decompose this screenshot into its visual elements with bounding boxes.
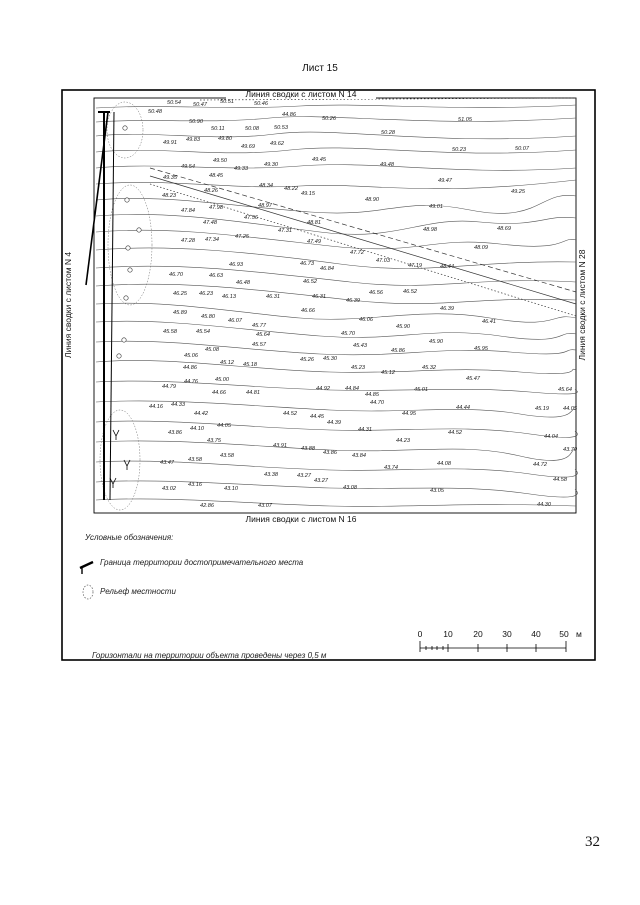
elevation-label: 44.86: [183, 365, 197, 371]
elevation-label: 47.72: [350, 250, 364, 256]
elevation-label: 49.35: [163, 175, 177, 181]
elevation-label: 44.33: [171, 402, 185, 408]
elevation-label: 46.84: [320, 266, 334, 272]
elevation-label: 44.44: [456, 405, 470, 411]
elevation-label: 45.43: [353, 343, 367, 349]
elevation-label: 44.81: [246, 390, 260, 396]
elevation-label: 46.13: [222, 294, 236, 300]
elevation-label: 44.76: [184, 379, 198, 385]
elevation-label: 45.08: [205, 347, 219, 353]
elevation-label: 50.54: [167, 100, 181, 106]
legend: [80, 533, 304, 599]
right-edge-label: Линия сводки с листом N 28: [577, 249, 587, 361]
elevation-label: 45.47: [466, 376, 480, 382]
elevation-label: 45.06: [184, 353, 198, 359]
elevation-label: 43.58: [188, 457, 202, 463]
elevation-label: 50.08: [245, 126, 259, 132]
elevation-label: 44.85: [365, 392, 379, 398]
elevation-label: 46.39: [440, 306, 454, 312]
elevation-label: 44.16: [149, 404, 163, 410]
elevation-label: 43.27: [314, 478, 328, 484]
elevation-label: 45.19: [535, 406, 549, 412]
elevation-label: 45.90: [396, 324, 410, 330]
elevation-label: 44.45: [310, 414, 324, 420]
elevation-label: 45.26: [300, 357, 314, 363]
elevation-label: 48.90: [365, 197, 379, 203]
left-edge-label: Линия сводки с листом N 4: [63, 251, 73, 359]
elevation-label: 43.86: [168, 430, 182, 436]
elevation-label: 43.27: [297, 473, 311, 479]
elevation-label: 48.81: [307, 220, 321, 226]
elevation-label: 47.56: [244, 215, 258, 221]
elevation-label: 43.91: [273, 443, 287, 449]
elevation-label: 44.30: [537, 502, 551, 508]
scale-tick-label: 10: [443, 629, 453, 639]
elevation-label: 49.30: [264, 162, 278, 168]
elevation-label: 49.54: [181, 164, 195, 170]
scale-tick-label: 0: [417, 629, 423, 639]
elevation-label: 47.48: [203, 220, 217, 226]
elevation-label: 50.46: [254, 101, 268, 107]
elevation-label: 45.57: [252, 342, 266, 348]
map-area[interactable]: [86, 98, 578, 510]
elevation-label: 50.48: [148, 109, 162, 115]
sheet-title: Лист 15: [302, 63, 338, 74]
elevation-label: 47.49: [307, 239, 321, 245]
elevation-label: 43.70: [563, 447, 577, 453]
elevation-label: 46.39: [346, 298, 360, 304]
elevation-label: 45.89: [173, 310, 187, 316]
legend-title: Условные обозначения:: [85, 533, 174, 542]
elevation-label: 48.97: [258, 203, 272, 209]
elevation-label: 46.66: [301, 308, 315, 314]
top-edge-label: Линия сводки с листом N 14: [245, 89, 357, 99]
elevation-label: 45.18: [243, 362, 257, 368]
elevation-label: 49.50: [213, 158, 227, 164]
elevation-label: 44.84: [345, 386, 359, 392]
scale-tick-label: 40: [531, 629, 541, 639]
boundary-flag-icon: [80, 562, 93, 574]
elevation-label: 45.70: [341, 331, 355, 337]
elevation-label: 43.88: [301, 446, 315, 452]
elevation-label: 45.32: [422, 365, 436, 371]
elevation-label: 44.79: [162, 384, 176, 390]
elevation-label: 48.44: [440, 264, 454, 270]
elevation-label: 44.95: [402, 411, 416, 417]
elevation-label: 46.48: [236, 280, 250, 286]
elevation-label: 44.31: [358, 427, 372, 433]
elevation-label: 49.91: [163, 140, 177, 146]
elevation-label: 43.38: [264, 472, 278, 478]
elevation-label: 47.03: [376, 258, 390, 264]
relief-oval-icon: [83, 585, 93, 599]
elevation-label: 43.86: [323, 450, 337, 456]
relief-markers: [117, 126, 141, 358]
elevation-label: 44.04: [544, 434, 558, 440]
elevation-label: 46.31: [312, 294, 326, 300]
elevation-label: 46.31: [266, 294, 280, 300]
elevation-label: 47.25: [235, 234, 249, 240]
elevation-label: 46.56: [369, 290, 383, 296]
elevation-label: 44.86: [282, 112, 296, 118]
elevation-label: 48.45: [209, 173, 223, 179]
elevation-label: 44.58: [553, 477, 567, 483]
elevation-label: 45.64: [256, 332, 270, 338]
elevation-label: 43.47: [160, 460, 174, 466]
elevation-label: 43.08: [343, 485, 357, 491]
tree-marks: [110, 430, 130, 488]
elevation-label: 47.31: [278, 228, 292, 234]
elevation-label: 46.07: [228, 318, 242, 324]
elevation-label: 44.52: [283, 411, 297, 417]
elevation-label: 49.45: [312, 157, 326, 163]
contour-lines: [96, 105, 577, 506]
elevation-label: 49.83: [186, 137, 200, 143]
elevation-label: 48.98: [423, 227, 437, 233]
elevation-label: 46.06: [359, 317, 373, 323]
elevation-label: 43.05: [430, 488, 444, 494]
elevation-label: 45.00: [215, 377, 229, 383]
bottom-edge-label: Линия сводки с листом N 16: [245, 514, 357, 524]
elevation-label: 43.02: [162, 486, 176, 492]
elevation-label: 49.62: [270, 141, 284, 147]
relief-ovals: [100, 102, 152, 510]
elevation-label: 50.51: [220, 99, 234, 105]
elevation-label: 45.12: [381, 370, 395, 376]
elevation-label: 48.69: [497, 226, 511, 232]
elevation-labels: [148, 99, 578, 509]
legend-item-boundary-label: Граница территории достопримечательного места: [100, 558, 304, 567]
elevation-label: 50.26: [322, 116, 336, 122]
elevation-label: 50.28: [381, 130, 395, 136]
elevation-label: 45.64: [558, 387, 572, 393]
elevation-label: 45.30: [323, 356, 337, 362]
elevation-label: 44.72: [533, 462, 547, 468]
scale-tick-label: 30: [502, 629, 512, 639]
elevation-label: 43.74: [384, 465, 398, 471]
elevation-label: 45.77: [252, 323, 266, 329]
elevation-label: 49.15: [301, 191, 315, 197]
elevation-label: 44.08: [437, 461, 451, 467]
elevation-label: 46.70: [169, 272, 183, 278]
elevation-label: 50.53: [274, 125, 288, 131]
elevation-label: 45.54: [196, 329, 210, 335]
contour-interval-note: Горизонтали на территории объекта проведены через 0,5 м: [92, 651, 327, 660]
elevation-label: 49.33: [234, 166, 248, 172]
elevation-label: 48.26: [204, 188, 218, 194]
elevation-label: 44.05: [563, 406, 577, 412]
elevation-label: 45.12: [220, 360, 234, 366]
elevation-label: 47.28: [181, 238, 195, 244]
elevation-label: 50.90: [189, 119, 203, 125]
elevation-label: 45.80: [201, 314, 215, 320]
scale-tick-label: 50: [559, 629, 569, 639]
elevation-label: 44.52: [448, 430, 462, 436]
elevation-label: 43.75: [207, 438, 221, 444]
scale-tick-label: 20: [473, 629, 483, 639]
sheet-frame: [62, 90, 595, 660]
elevation-label: 42.86: [200, 503, 214, 509]
elevation-label: 43.07: [258, 503, 272, 509]
elevation-label: 43.16: [188, 482, 202, 488]
elevation-label: 45.58: [163, 329, 177, 335]
elevation-label: 45.01: [414, 387, 428, 393]
page-number: 32: [585, 834, 600, 850]
elevation-label: 50.47: [193, 102, 207, 108]
elevation-label: 46.63: [209, 273, 223, 279]
scale-ruler: [420, 641, 566, 652]
elevation-label: 47.34: [205, 237, 219, 243]
elevation-label: 43.58: [220, 453, 234, 459]
elevation-label: 44.42: [194, 411, 208, 417]
elevation-label: 45.90: [429, 339, 443, 345]
elevation-label: 49.69: [241, 144, 255, 150]
elevation-label: 47.84: [181, 208, 195, 214]
elevation-label: 46.23: [199, 291, 213, 297]
elevation-label: 45.23: [351, 365, 365, 371]
elevation-label: 49.48: [380, 162, 394, 168]
elevation-label: 48.23: [162, 193, 176, 199]
elevation-label: 46.73: [300, 261, 314, 267]
elevation-label: 46.52: [403, 289, 417, 295]
elevation-label: 44.10: [190, 426, 204, 432]
elevation-label: 50.07: [515, 146, 529, 152]
elevation-label: 48.22: [284, 186, 298, 192]
elevation-label: 45.95: [474, 346, 488, 352]
elevation-label: 44.70: [370, 400, 384, 406]
elevation-label: 51.05: [458, 117, 472, 123]
elevation-label: 47.98: [209, 205, 223, 211]
elevation-label: 43.84: [352, 453, 366, 459]
elevation-label: 49.25: [511, 189, 525, 195]
elevation-label: 44.23: [396, 438, 410, 444]
elevation-label: 46.41: [482, 319, 496, 325]
elevation-label: 44.92: [316, 386, 330, 392]
elevation-label: 44.66: [212, 390, 226, 396]
elevation-label: 49.47: [438, 178, 452, 184]
elevation-label: 45.86: [391, 348, 405, 354]
elevation-label: 48.09: [474, 245, 488, 251]
elevation-label: 46.52: [303, 279, 317, 285]
elevation-label: 48.34: [259, 183, 273, 189]
elevation-label: 44.05: [217, 423, 231, 429]
elevation-label: 49.01: [429, 204, 443, 210]
legend-item-relief-label: Рельеф местности: [100, 587, 176, 596]
elevation-label: 43.10: [224, 486, 238, 492]
elevation-label: 46.25: [173, 291, 187, 297]
scale-bar: [418, 629, 582, 652]
elevation-label: 49.80: [218, 136, 232, 142]
elevation-label: 47.19: [408, 263, 422, 269]
elevation-label: 46.93: [229, 262, 243, 268]
elevation-label: 44.39: [327, 420, 341, 426]
elevation-label: 50.23: [452, 147, 466, 153]
scale-unit: м: [576, 629, 582, 639]
elevation-label: 50.11: [211, 126, 225, 132]
